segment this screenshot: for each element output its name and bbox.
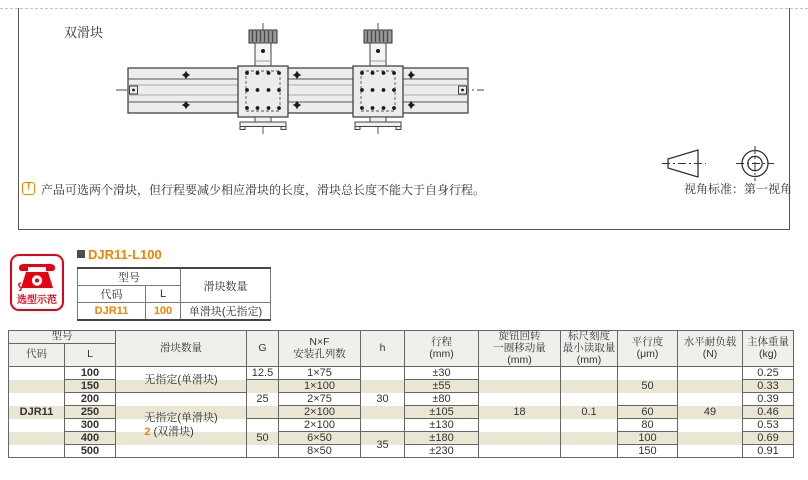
spec-header-scale bbox=[561, 331, 618, 367]
spec-parallel: 150 bbox=[618, 445, 678, 458]
spec-nf: 2×100 bbox=[279, 406, 361, 419]
spec-stroke: ±105 bbox=[405, 406, 479, 419]
view-angle-label: 视角标准：第一视角 bbox=[683, 182, 792, 196]
spec-g: 12.5 bbox=[247, 367, 279, 380]
spec-knob-move: 18 bbox=[479, 367, 561, 458]
spec-parallel: 50 bbox=[618, 367, 678, 406]
example-table bbox=[77, 267, 271, 321]
spec-weight: 0.25 bbox=[743, 367, 794, 380]
spec-header-model: 型号 bbox=[9, 331, 116, 344]
spec-header-weight-l2: (kg) bbox=[758, 347, 778, 360]
ex-header-model: 型号 bbox=[78, 268, 181, 286]
spec-nf: 6×50 bbox=[279, 432, 361, 445]
spec-stroke: ±230 bbox=[405, 445, 479, 458]
note-text: 产品可选两个滑块，但行程要减少相应滑块的长度，滑块总长度不能大于自身行程。 bbox=[41, 183, 486, 197]
spec-header-load bbox=[678, 331, 743, 367]
spec-header-weight bbox=[743, 331, 794, 367]
spec-sliders-double bbox=[116, 393, 247, 458]
spec-g: 50 bbox=[247, 419, 279, 458]
spec-l: 100 bbox=[65, 367, 116, 380]
spec-l: 200 bbox=[65, 393, 116, 406]
spec-parallel: 60 bbox=[618, 406, 678, 419]
spec-stroke: ±55 bbox=[405, 380, 479, 393]
phone-icon bbox=[15, 259, 59, 291]
spec-row-100 bbox=[9, 367, 794, 380]
spec-l: 250 bbox=[65, 406, 116, 419]
spec-parallel: 80 bbox=[618, 419, 678, 432]
spec-nf: 2×75 bbox=[279, 393, 361, 406]
spec-load: 49 bbox=[678, 367, 743, 458]
spec-g: 25 bbox=[247, 380, 279, 419]
spec-header-g: G bbox=[247, 331, 279, 367]
ex-header-sliders: 滑块数量 bbox=[181, 268, 271, 303]
spec-header-nf-l2: 安装孔列数 bbox=[293, 347, 346, 360]
spec-header-scale-l1: 标尺刻度 bbox=[568, 330, 610, 342]
drawing-label: 双滑块 bbox=[64, 25, 104, 40]
spec-nf: 2×100 bbox=[279, 419, 361, 432]
spec-header-parallel bbox=[618, 331, 678, 367]
spec-stroke: ±80 bbox=[405, 393, 479, 406]
spec-weight: 0.91 bbox=[743, 445, 794, 458]
spec-header-knob bbox=[479, 331, 561, 367]
spec-header-weight-l1: 主体重量 bbox=[747, 335, 789, 348]
spec-weight: 0.46 bbox=[743, 406, 794, 419]
spec-l: 500 bbox=[65, 445, 116, 458]
spec-header-nf-l1: N×F bbox=[309, 335, 330, 348]
spec-stroke: ±180 bbox=[405, 432, 479, 445]
warning-icon: ! bbox=[22, 182, 35, 195]
spec-header-stroke-l1: 行程 bbox=[431, 335, 452, 348]
spec-sliders-double-l1: 无指定(单滑块) bbox=[144, 412, 218, 425]
spec-weight: 0.69 bbox=[743, 432, 794, 445]
spec-l: 400 bbox=[65, 432, 116, 445]
spec-header-h: h bbox=[361, 331, 405, 367]
spec-sliders-double-l2 bbox=[144, 425, 217, 439]
spec-weight: 0.39 bbox=[743, 393, 794, 406]
spec-header-knob-l1: 旋钮回转 bbox=[498, 330, 541, 342]
spec-h: 30 bbox=[361, 367, 405, 432]
spec-sliders-double-rest: (双滑块) bbox=[150, 426, 194, 439]
spec-weight: 0.53 bbox=[743, 419, 794, 432]
spec-nf: 1×100 bbox=[279, 380, 361, 393]
spec-header-scale-l2: 最小读取量 bbox=[562, 341, 616, 354]
spec-l: 150 bbox=[65, 380, 116, 393]
ex-header-code: 代码 bbox=[78, 286, 146, 303]
spec-header-load-l1: 水平耐负载 bbox=[683, 335, 737, 348]
spec-header-nf bbox=[279, 331, 361, 367]
example-part-number: DJR11-L100 bbox=[88, 247, 162, 262]
spec-header-sliders: 滑块数量 bbox=[116, 331, 247, 367]
spec-code: DJR11 bbox=[9, 367, 65, 458]
spec-nf: 8×50 bbox=[279, 445, 361, 458]
square-bullet-icon bbox=[77, 250, 85, 258]
ex-code-value: DJR11 bbox=[78, 303, 146, 321]
spec-header-parallel-l2: (μm) bbox=[636, 347, 659, 360]
spec-header-code: 代码 bbox=[9, 344, 65, 367]
spec-header-load-l2: (N) bbox=[702, 347, 718, 360]
spec-header-stroke-l2: (mm) bbox=[429, 347, 454, 360]
first-angle-projection-icon bbox=[662, 146, 794, 182]
badge-label: 选型示范 bbox=[17, 295, 57, 306]
spec-parallel: 100 bbox=[618, 432, 678, 445]
spec-stroke: ±130 bbox=[405, 419, 479, 432]
ex-header-l: L bbox=[146, 286, 181, 303]
spec-sliders-single: 无指定(单滑块) bbox=[116, 367, 247, 393]
spec-header-knob-l2: 一圈移动量 bbox=[493, 341, 546, 354]
spec-table bbox=[8, 330, 794, 458]
spec-header-scale-l3: (mm) bbox=[576, 353, 602, 366]
spec-nf: 1×75 bbox=[279, 367, 361, 380]
spec-scale-read: 0.1 bbox=[561, 367, 618, 458]
spec-sliders-double-num: 2 bbox=[144, 426, 151, 439]
spec-header-l: L bbox=[65, 344, 116, 367]
spec-l: 300 bbox=[65, 419, 116, 432]
selection-example-badge bbox=[10, 254, 64, 311]
spec-stroke: ±30 bbox=[405, 367, 479, 380]
ex-l-value: 100 bbox=[146, 303, 181, 321]
spec-weight: 0.33 bbox=[743, 380, 794, 393]
spec-h: 35 bbox=[361, 432, 405, 458]
spec-header-parallel-l1: 平行度 bbox=[631, 335, 664, 348]
double-slider-rail-drawing bbox=[110, 18, 490, 143]
ex-sliders-value: 单滑块(无指定) bbox=[181, 303, 271, 321]
spec-header-stroke bbox=[405, 331, 479, 367]
spec-header-knob-l3: (mm) bbox=[507, 353, 532, 366]
